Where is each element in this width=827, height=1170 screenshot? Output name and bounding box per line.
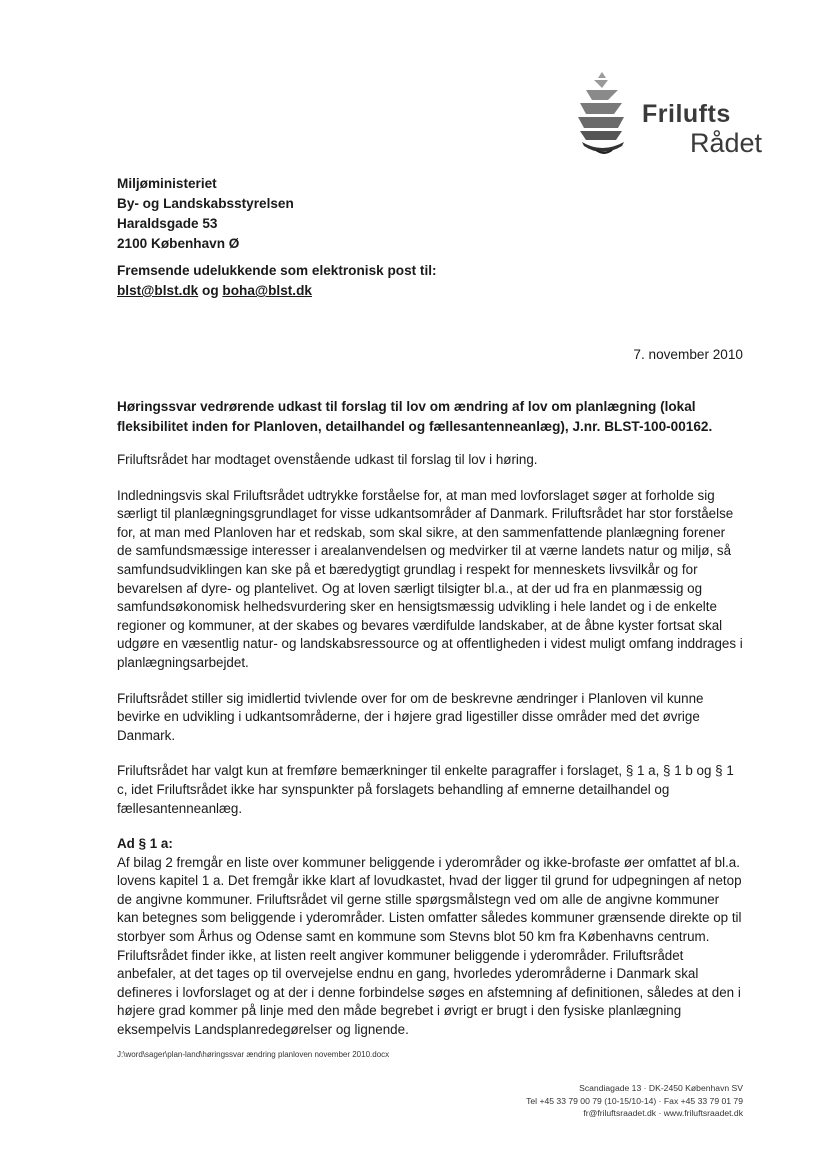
footer-address: Scandiagade 13 · DK-2450 København SV: [579, 1083, 743, 1093]
file-path: J:\word\sager\plan-land\høringssvar ændring planloven november 2010.docx: [117, 1050, 390, 1059]
body-paragraph: Indledningsvis skal Friluftsrådet udtrykke forståelse for, at man med lovforslaget søger at forholde sig særligt til planlægningsgrundlaget for visse udkantsområder af Danmark. Friluftsrådet har stor forståelse for, at man med Planloven har et redskab, som skal sikre, at den sammenfattende planlægning forener de samfundsmæssige interesser i arealanvendelsen og medvirker til at værne landets natur og miljø, så samfundsudviklingen kan ske på et bæredygtigt grundlag i respekt for menneskets livsvilkår og for bevarelsen af dyre- og plantelivet. Og at loven særligt tilsigter bl.a., at der ud fra en planmæssig og samfundsøkonomisk helhedsvurdering sker en hensigtsmæssig udvikling i hele landet og i de enkelte regioner og kommuner, at der skabes og bevares værdifulde landskaber, at de åbne kyster fortsat skal udgøre en væsentlig natur- og landskabsressource og at offentligheden i videst muligt omfang inddrages i planlægningsarbejdet.: [117, 487, 743, 670]
section-paragraph: Af bilag 2 fremgår en liste over kommuner beliggende i yderområder og ikke-brofaste øer omfattet af bl.a. lovens kapitel 1 a. Det fremgår ikke klart af lovudkastet, hvad der ligger til grund for udpegningen af netop de angivne kommuner. Friluftsrådet vil gerne stille spørgsmålstegn ved om alle de angivne kommuner kan betegnes som beliggende i yderområder. Listen omfatter således kommuner grænsende direkte op til storbyer som Århus og Odense samt en kommune som Stevns blot 50 km fra Københavns centrum. Friluftsrådet finder ikke, at listen reelt angiver kommuner beliggende i yderområder. Friluftsrådet anbefaler, at det tages op til overvejelse endnu en gang, hvorledes yderområderne i Danmark skal defineres i lovforslaget og at der i denne forbindelse søges en afstemning af definitionen, således at den i højere grad kommer på linje med den måde begrebet i øvrigt er brugt i den fysiske planlægning eksempelvis Landsplanredegørelser og lignende.: [117, 854, 742, 1038]
section-heading: Ad § 1 a:: [117, 836, 173, 852]
letter-footer: [526, 1082, 743, 1120]
footer-contact: fr@friluftsraadet.dk · www.friluftsraadet.dk: [583, 1108, 743, 1118]
body-paragraph: Friluftsrådet har valgt kun at fremføre bemærkninger til enkelte paragraffer i forslaget, § 1 a, § 1 b og § 1 c, idet Friluftsrådet ikke har synspunkter på forslagets behandling af emnerne detailhandel og fællesantenneanlæg.: [117, 763, 734, 816]
leaf-logo-icon: [572, 66, 642, 162]
letter-body: [117, 451, 743, 1057]
footer-phone: Tel +45 33 79 00 79 (10-15/10-14) · Fax +45 33 79 01 79: [526, 1095, 743, 1106]
notice-text: Fremsende udelukkende som elektronisk post til:: [117, 263, 437, 278]
body-paragraph: Friluftsrådet stiller sig imidlertid tvivlende over for om de beskrevne ændringer i Planloven vil kunne bevirke en udvikling i udkantsområderne, der i højere grad ligestiller disse områder med det øvrige Danmark.: [117, 690, 704, 743]
recipient-address: [117, 174, 294, 254]
address-line: Miljøministeriet: [117, 176, 217, 191]
email-link-blst[interactable]: blst@blst.dk: [117, 283, 199, 298]
logo-text-raadet: Rådet: [690, 128, 763, 158]
logo-text-frilufts: Frilufts: [642, 100, 731, 128]
address-line: 2100 København Ø: [117, 236, 240, 251]
address-line: By- og Landskabsstyrelsen: [117, 196, 294, 211]
body-paragraph: Friluftsrådet har modtaget ovenstående udkast til forslag til lov i høring.: [117, 452, 538, 467]
address-line: Haraldsgade 53: [117, 216, 218, 231]
delivery-notice: [117, 261, 437, 301]
friluftsraadet-logo: [572, 66, 772, 162]
notice-conjunction: og: [202, 283, 219, 298]
letter-date: 7. november 2010: [633, 347, 743, 362]
email-link-boha[interactable]: boha@blst.dk: [222, 283, 312, 298]
letter-subject: Høringssvar vedrørende udkast til forslag til lov om ændring af lov om planlægning (lokal fleksibilitet inden for Planloven, detailhandel og fællesantenneanlæg), J.nr. BLST-100-00162.: [117, 399, 713, 434]
